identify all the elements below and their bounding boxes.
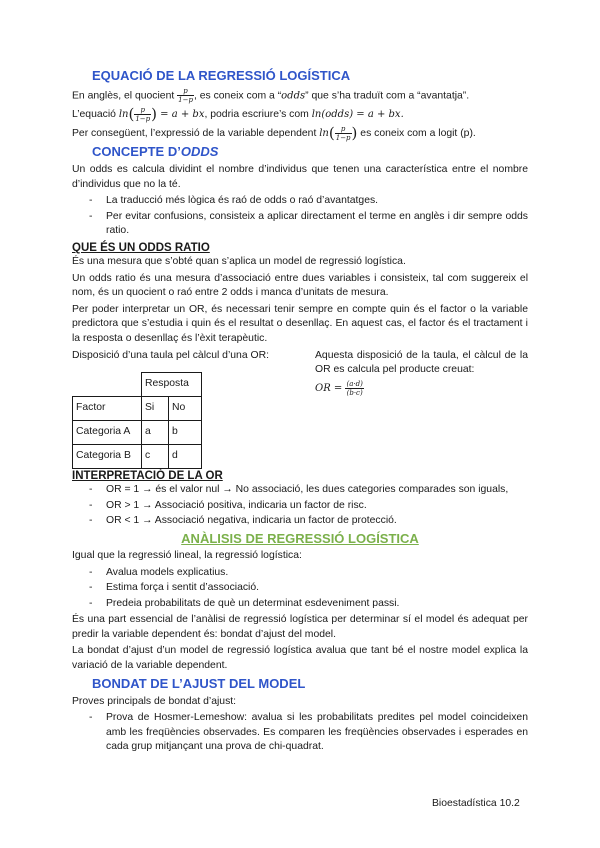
paragraph: Per poder interpretar un OR, és necessari tenir sempre en compte quin és el factor o la variable predictora que s’estudia i quin és el resultat o desenllaç. En aquest cas, el factor és el tractament i la resposta o desenllaç és l’èxit terapèutic.: [72, 303, 528, 344]
paragraph: Aquesta disposició de la taula, el càlcul de la OR es calcula pel producte creuat:: [315, 349, 528, 376]
text: En anglès, el quocient: [72, 90, 175, 102]
text: Un odds: [72, 164, 113, 175]
or-table: [72, 372, 202, 469]
paragraph: Un odds ratio és una mesura d’associació entre dues variables i consisteix, tal com suggereix el nom, és un quocient o raó entre 2 odds i manca d’unitats de mesura.: [72, 272, 528, 299]
paragraph: Proves principals de bondat d’ajust:: [72, 695, 237, 707]
text: , es coneix com a “: [193, 90, 282, 102]
text: Per consegüent, l’expressió de la variable dependent: [72, 128, 317, 139]
frac-num: p: [335, 125, 352, 134]
table-cell: Categoria B: [73, 445, 142, 469]
frac-num: p: [177, 87, 194, 96]
paragraph: És una mesura que s’obté quan s’aplica un model de regressió logística.: [72, 255, 406, 267]
ln: ln: [118, 109, 129, 120]
table-cell: [73, 373, 142, 397]
equation-logit-expr: ln( $\frac{p}{1-p}$ ): [319, 124, 358, 143]
table-caption: Disposició d’una taula pel càlcul d’una OR:: [72, 349, 269, 361]
list-odds: [72, 194, 528, 239]
text: ” que s’ha traduït com a “avantatja”.: [305, 90, 470, 102]
title-prefix: CONCEPTE D’: [92, 144, 181, 159]
list-interpretacio: [72, 483, 528, 529]
section-title-analisis: ANÀLISIS DE REGRESSIÓ LOGÍSTICA: [181, 530, 419, 546]
odds-term: odds: [281, 90, 306, 102]
equation-logit: ln( $\frac{p}{1-p}$ ) = a + bx: [118, 105, 205, 124]
section-title-interpretacio: INTERPRETACIÓ DE LA OR: [72, 470, 223, 483]
paragraph-odds-def: [72, 163, 528, 192]
paragraph: És una part essencial de l’anàlisi de regressió logística per determinar sí el model és adequat per predir la variable dependent és: bondat d’ajust del model.: [72, 614, 528, 640]
paragraph: Igual que la regressió lineal, la regressió logística:: [72, 549, 302, 561]
list-item: - Prova de Hosmer-Lemeshow: avalua si les probabilitats predites pel model coincideixen amb les freqüències observades. Es comparen les freqüències observades i esperades en cada grup mitjançant una prova de chi-quadrat.: [72, 711, 528, 755]
section-title-concepte-odds: [92, 144, 528, 160]
section-title-bondat: BONDAT DE L’AJUST DEL MODEL: [92, 675, 306, 691]
fraction: [134, 106, 151, 123]
text: , podria escriure’s com: [204, 109, 309, 120]
section-title-equacio: EQUACIÓ DE LA REGRESSIÓ LOGÍSTICA: [92, 68, 351, 83]
table-cell: d: [169, 445, 202, 469]
text: es coneix com a logit (p).: [360, 128, 476, 139]
title-odds: ODDS: [180, 144, 219, 159]
equation-ln-odds: ln(odds) = a + bx.: [311, 109, 404, 120]
list-item: - Estima força i sentit d’associació.: [72, 581, 528, 596]
or-formula: [315, 380, 528, 397]
text: es calcula dividint el nombre d’individus que tenen una característica entre el nombre d’individus que no la té.: [72, 164, 529, 190]
table-row: [73, 445, 202, 469]
frac-den: (b·c): [346, 388, 363, 397]
table-row: [73, 373, 202, 397]
table-cell: b: [169, 421, 202, 445]
list-item: - Predeia probabilitats de què un determinat esdeveniment passi.: [72, 597, 528, 612]
table-column: [72, 349, 307, 470]
text: L’equació: [72, 109, 116, 120]
table-cell: No: [169, 397, 202, 421]
list-item: - Per evitar confusions, consisteix a aplicar directament el terme en anglès i dir sempre odds ratio.: [72, 210, 528, 239]
list-item: - Avalua models explicatius.: [72, 566, 528, 581]
frac-den: 1−p: [178, 96, 193, 104]
list-item: - OR = 1 → és el valor nul → No associació, les dues categories comparades son iguals,: [72, 483, 528, 498]
table-header-resposta: Resposta: [142, 373, 202, 397]
table-and-formula: [72, 349, 528, 470]
table-cell: a: [142, 421, 169, 445]
frac-den: 1−p: [135, 115, 151, 123]
frac-den: 1−p: [335, 134, 351, 142]
table-cell: c: [142, 445, 169, 469]
document-body: [72, 68, 528, 757]
list-bondat: [72, 711, 528, 755]
table-cell: Categoria A: [73, 421, 142, 445]
ln: ln: [319, 128, 329, 139]
paragraph-logit: [72, 125, 528, 142]
table-cell: Factor: [73, 397, 142, 421]
fraction-p-over-1mp: [177, 87, 194, 104]
fraction: [335, 125, 352, 142]
section-title-odds-ratio: QUE ÉS UN ODDS RATIO: [72, 241, 210, 254]
table-cell: Si: [142, 397, 169, 421]
frac-num: (a·d): [346, 379, 363, 388]
or-label: OR =: [315, 382, 343, 394]
list-item: - La traducció més lògica és raó de odds o raó d’avantatges.: [72, 194, 528, 209]
or-fraction: [345, 380, 363, 397]
eq-rhs: = a + bx: [160, 109, 205, 120]
paragraph-equacio: [72, 106, 528, 123]
formula-column: [315, 349, 528, 470]
list-analisis: [72, 566, 528, 612]
paragraph-quocient: [72, 87, 528, 104]
table-row: [73, 397, 202, 421]
list-item: - OR < 1 → Associació negativa, indicaria un factor de protecció.: [72, 514, 528, 529]
paragraph: La bondat d’ajust d’un model de regressió logística avalua que tant bé el nostre model explica la variació de la variable dependent.: [72, 645, 528, 672]
frac-num: p: [134, 106, 151, 115]
table-row: [73, 421, 202, 445]
list-item: - OR > 1 → Associació positiva, indicaria un factor de risc.: [72, 499, 528, 514]
page-footer: Bioestadística 10.2: [432, 798, 520, 809]
